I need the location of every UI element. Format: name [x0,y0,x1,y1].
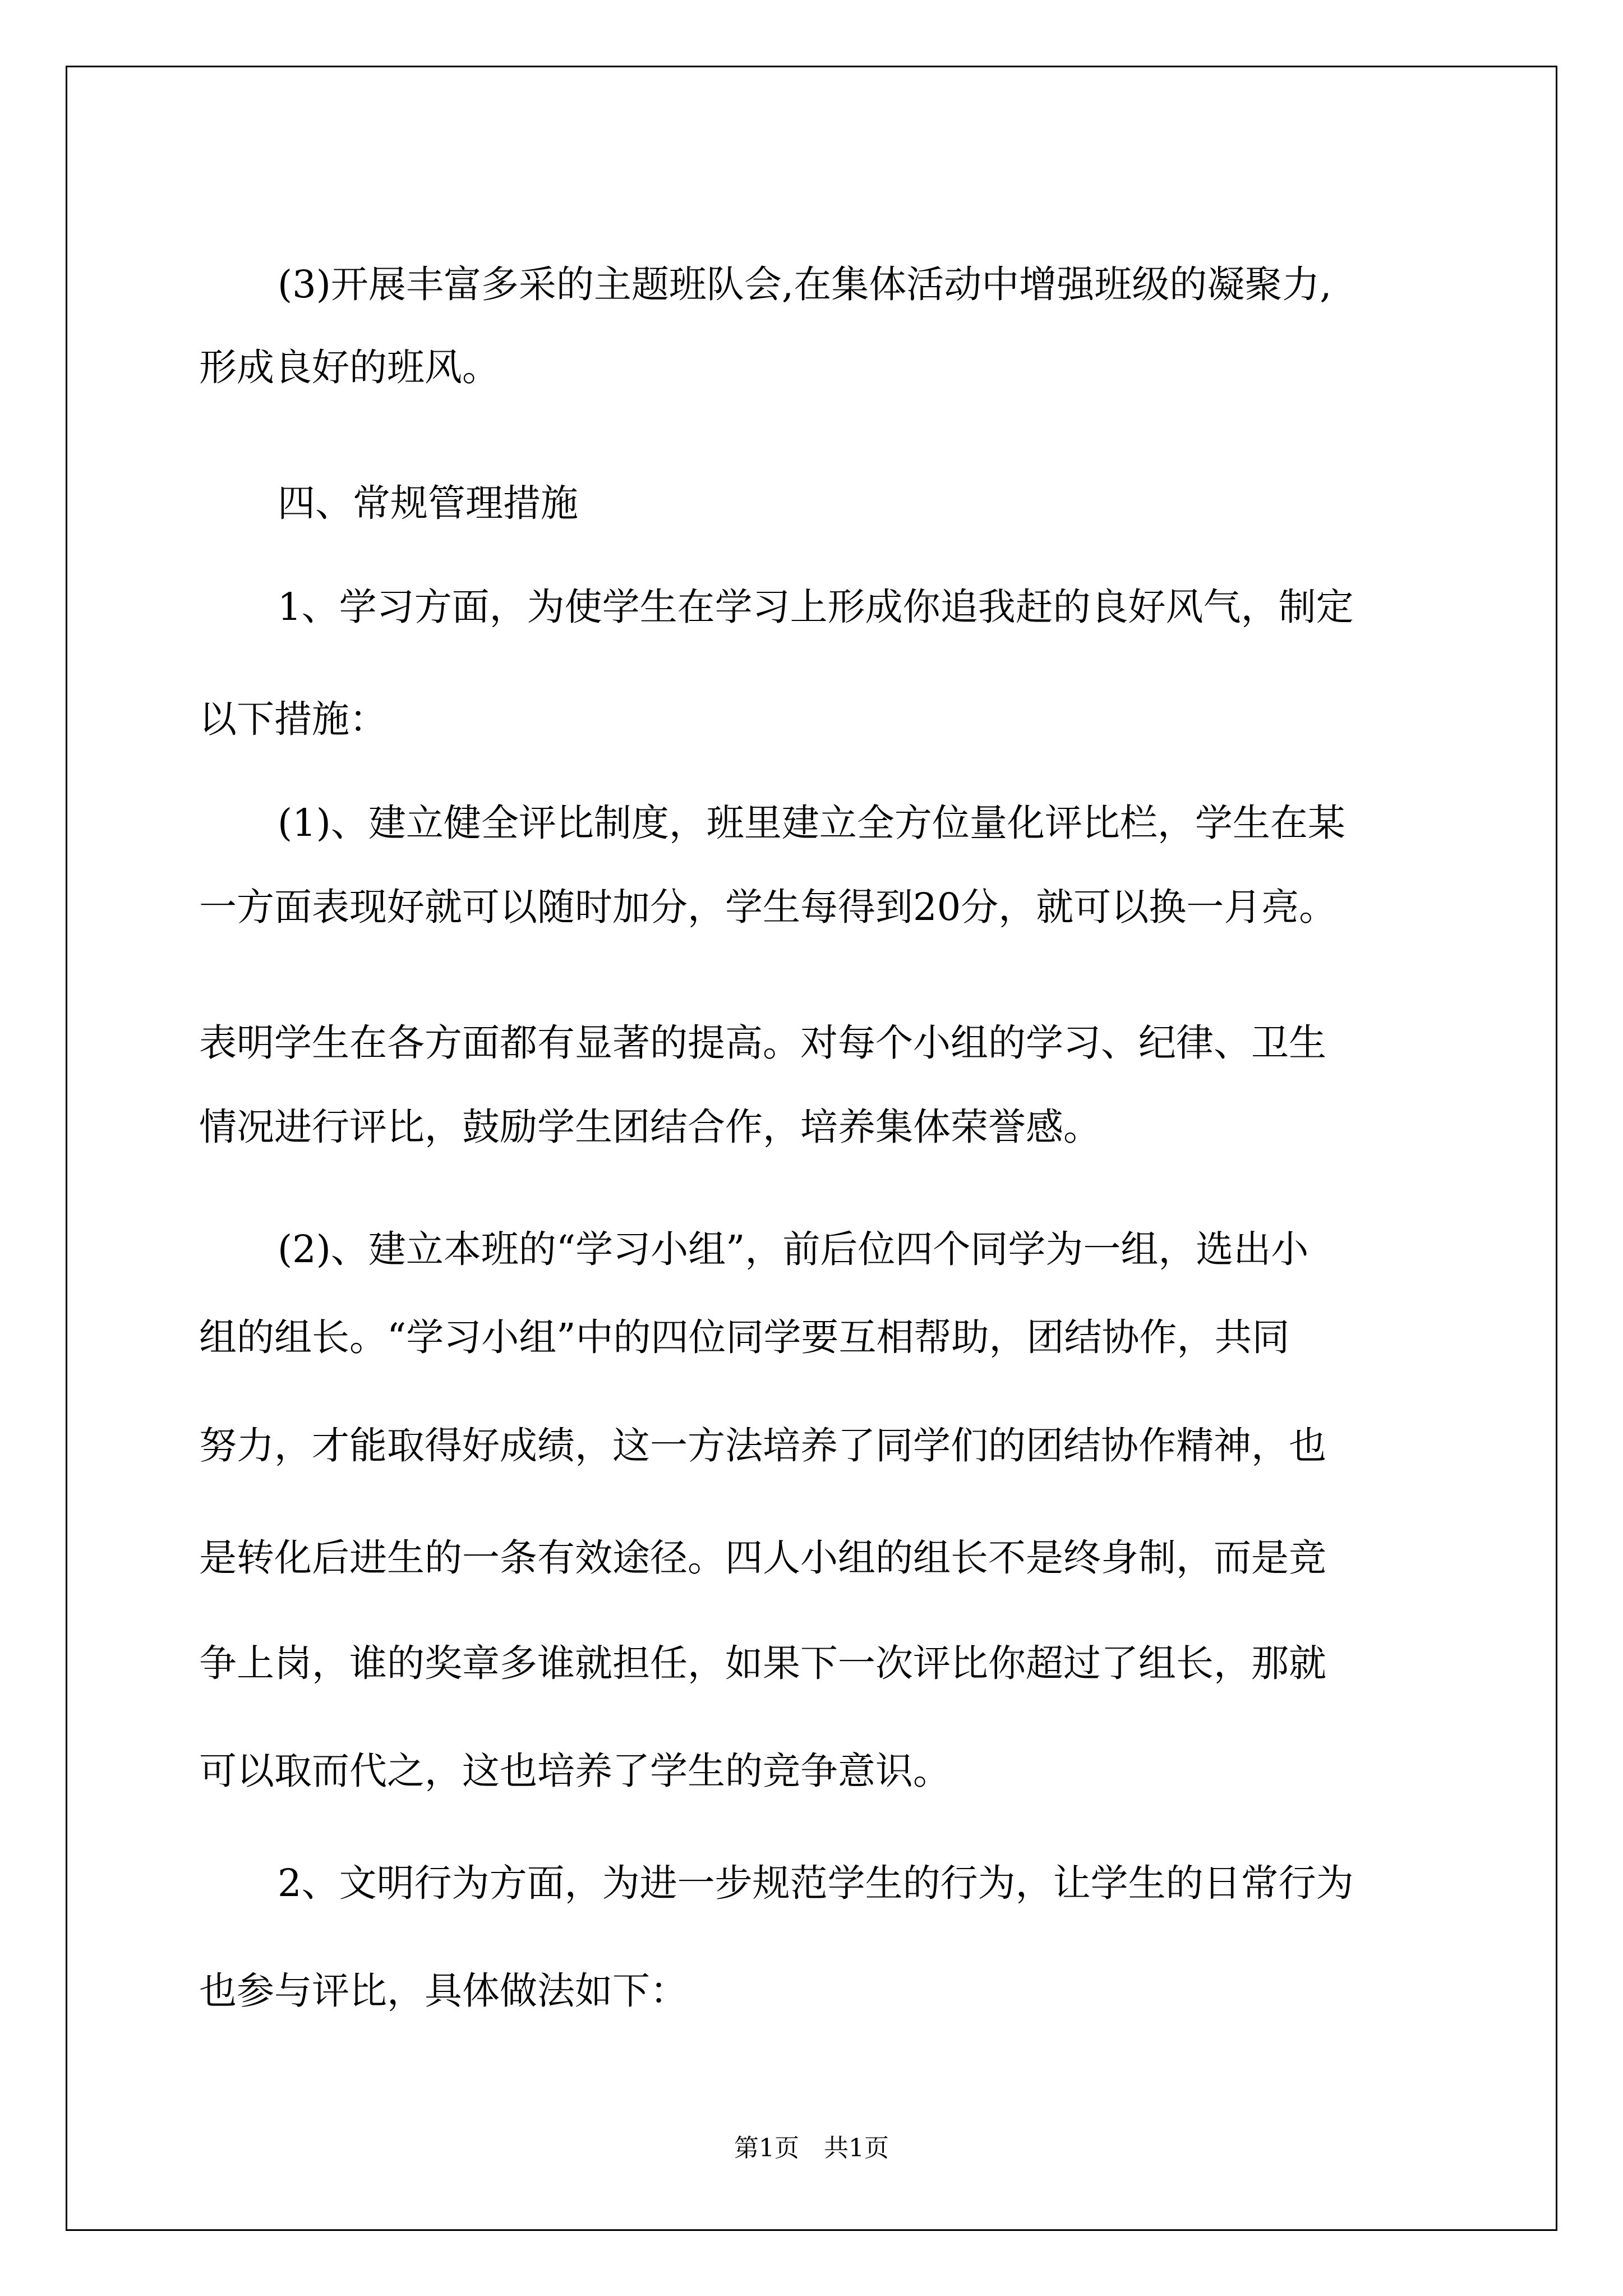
paragraph-line: 1、学习方面，为使学生在学习上形成你追我赶的良好风气，制定 [278,585,1354,629]
paragraph-line: 情况进行评比，鼓励学生团结合作，培养集体荣誉感。 [199,1105,1101,1149]
paragraph-line: 表明学生在各方面都有显著的提高。对每个小组的学习、纪律、卫生 [199,1021,1326,1065]
paragraph-line: (2)、建立本班的“学习小组”，前后位四个同学为一组，选出小 [278,1227,1309,1271]
paragraph-line: (1)、建立健全评比制度，班里建立全方位量化评比栏，学生在某 [278,801,1345,845]
paragraph-line: 争上岗，谁的奖章多谁就担任，如果下一次评比你超过了组长，那就 [199,1641,1326,1685]
paragraph-line: 2、文明行为方面，为进一步规范学生的行为，让学生的日常行为 [278,1861,1354,1905]
paragraph-line: 是转化后进生的一条有效途径。四人小组的组长不是终身制，而是竞 [199,1536,1326,1580]
section-heading: 四、常规管理措施 [278,481,578,525]
paragraph-line: 也参与评比，具体做法如下： [199,1969,688,2013]
paragraph-line: (3)开展丰富多采的主题班队会,在集体活动中增强班级的凝聚力, [278,263,1332,306]
paragraph-line: 一方面表现好就可以随时加分，学生每得到20分，就可以换一月亮。 [199,885,1337,929]
paragraph-line: 可以取而代之，这也培养了学生的竞争意识。 [199,1749,951,1793]
paragraph-line: 组的组长。“学习小组”中的四位同学要互相帮助，团结协作，共同 [199,1315,1290,1359]
paragraph-line: 形成良好的班风。 [199,346,500,389]
paragraph-line: 以下措施： [199,697,387,741]
paragraph-line: 努力，才能取得好成绩，这一方法培养了同学们的团结协作精神，也 [199,1424,1326,1467]
page-number-footer: 第1页 共1页 [734,2134,889,2162]
